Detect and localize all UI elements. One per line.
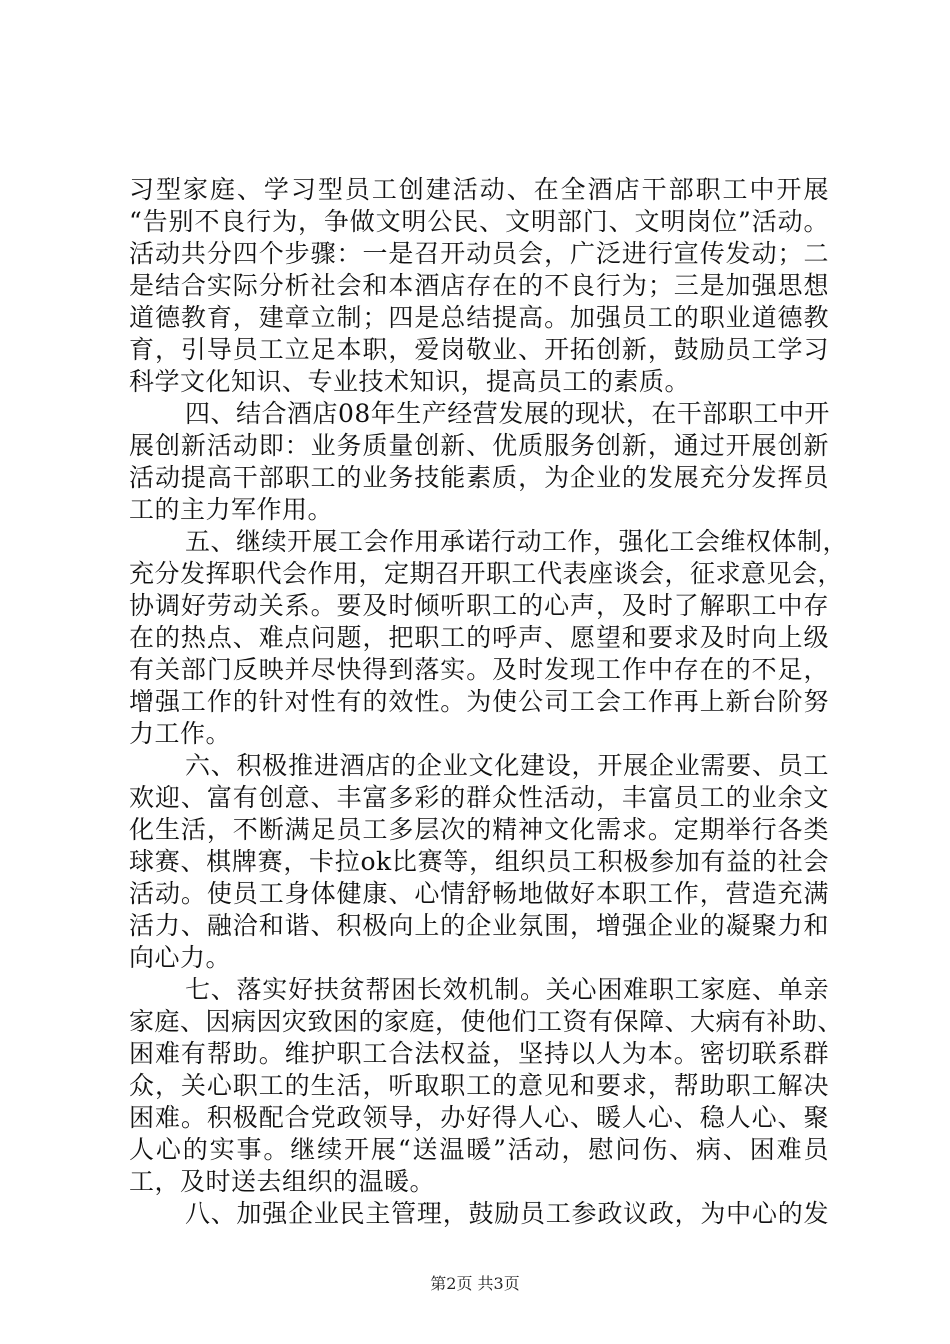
- text-line: 在的热点、难点问题，把职工的呼声、愿望和要求及时向上级: [129, 623, 829, 652]
- text-line: 化生活，不断满足员工多层次的精神文化需求。定期举行各类: [129, 815, 829, 844]
- text-line: 活动共分四个步骤：一是召开动员会，广泛进行宣传发动；二: [129, 239, 829, 268]
- text-line: 工的主力军作用。: [129, 495, 334, 524]
- text-line: 欢迎、富有创意、丰富多彩的群众性活动，丰富员工的业余文: [129, 783, 829, 812]
- page-footer: 第2页 共3页: [430, 1274, 520, 1293]
- paragraph-first-line: 四、结合酒店08年生产经营发展的现状，在干部职工中开: [185, 399, 830, 428]
- text-line: 充分发挥职代会作用，定期召开职工代表座谈会，征求意见会，: [129, 559, 844, 588]
- text-line: 力工作。: [129, 719, 232, 748]
- text-line: 是结合实际分析社会和本酒店存在的不良行为；三是加强思想: [129, 271, 829, 300]
- text-line: “告别不良行为，争做文明公民、文明部门、文明岗位”活动。: [129, 207, 829, 236]
- text-line: 活动提高干部职工的业务技能素质，为企业的发展充分发挥员: [129, 463, 829, 492]
- text-line: 工，及时送去组织的温暖。: [129, 1167, 436, 1196]
- paragraph-first-line: 六、积极推进酒店的企业文化建设，开展企业需要、员工: [185, 751, 829, 780]
- text-line: 向心力。: [129, 943, 232, 972]
- paragraph-first-line: 五、继续开展工会作用承诺行动工作，强化工会维权体制，: [185, 527, 849, 556]
- text-line: 有关部门反映并尽快得到落实。及时发现工作中存在的不足，: [129, 655, 829, 684]
- text-line: 道德教育，建章立制；四是总结提高。加强员工的职业道德教: [129, 303, 829, 332]
- text-line: 育，引导员工立足本职，爱岗敬业、开拓创新，鼓励员工学习: [129, 335, 829, 364]
- text-line: 困难有帮助。维护职工合法权益，坚持以人为本。密切联系群: [129, 1039, 829, 1068]
- text-line: 科学文化知识、专业技术知识，提高员工的素质。: [129, 367, 691, 396]
- text-line: 习型家庭、学习型员工创建活动、在全酒店干部职工中开展: [129, 175, 829, 204]
- text-line: 协调好劳动关系。要及时倾听职工的心声，及时了解职工中存: [129, 591, 829, 620]
- text-line: 球赛、棋牌赛，卡拉ok比赛等，组织员工积极参加有益的社会: [129, 847, 829, 876]
- text-line: 展创新活动即：业务质量创新、优质服务创新，通过开展创新: [129, 431, 829, 460]
- paragraph-first-line: 七、落实好扶贫帮困长效机制。关心困难职工家庭、单亲: [185, 975, 829, 1004]
- text-line: 增强工作的针对性有的效性。为使公司工会工作再上新台阶努: [129, 687, 829, 716]
- text-line: 活动。使员工身体健康、心情舒畅地做好本职工作，营造充满: [129, 879, 829, 908]
- paragraph-first-line: 八、加强企业民主管理，鼓励员工参政议政，为中心的发: [185, 1199, 829, 1228]
- body-text: [129, 174, 849, 1230]
- text-line: 人心的实事。继续开展“送温暖”活动，慰问伤、病、困难员: [129, 1135, 829, 1164]
- text-line: 困难。积极配合党政领导，办好得人心、暖人心、稳人心、聚: [129, 1103, 829, 1132]
- text-line: 活力、融洽和谐、积极向上的企业氛围，增强企业的凝聚力和: [129, 911, 829, 940]
- text-line: 众，关心职工的生活，听取职工的意见和要求，帮助职工解决: [129, 1071, 829, 1100]
- text-line: 家庭、因病因灾致困的家庭，使他们工资有保障、大病有补助、: [129, 1007, 844, 1036]
